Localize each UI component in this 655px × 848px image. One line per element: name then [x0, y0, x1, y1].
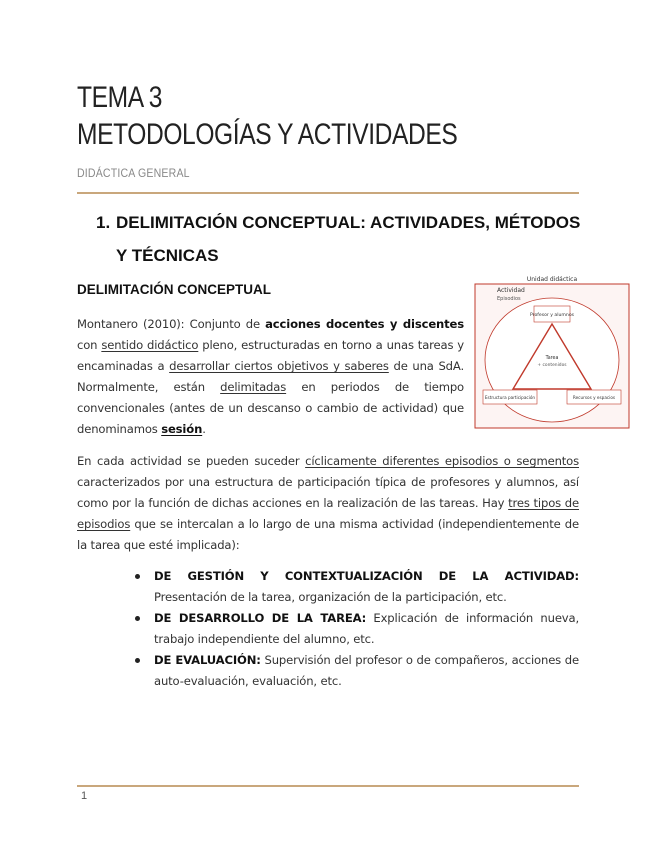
subject-label: DIDÁCTICA GENERAL: [77, 166, 190, 180]
list-item: [135, 566, 579, 608]
list-item-label: DE DESARROLLO DE LA TAREA:: [154, 611, 367, 625]
text: .: [202, 422, 206, 436]
diagram-center-label-2: + contenidos: [537, 363, 567, 368]
header-divider: [77, 192, 579, 194]
section-title-line1: DELIMITACIÓN CONCEPTUAL: ACTIVIDADES, MÉTODOS: [116, 213, 581, 232]
text: de una SdA. Normalmente, están: [77, 359, 464, 394]
paragraph-episodes: [77, 451, 579, 556]
didactic-unit-diagram: [473, 274, 631, 430]
underlined-text: sentido didáctico: [101, 338, 199, 352]
section-title-line2: Y TÉCNICAS: [116, 246, 219, 265]
footer-divider: [77, 785, 579, 787]
list-item: [135, 608, 579, 650]
diagram-middle-sub: Episodios: [497, 296, 521, 302]
bold-text: acciones docentes y discentes: [265, 317, 464, 331]
diagram-middle-label: Actividad: [497, 287, 525, 294]
diagram-br-label: Recursos y espacios: [572, 395, 616, 400]
diagram-top-label: Profesor y alumnos: [529, 313, 575, 318]
bold-underlined-text: sesión: [161, 422, 203, 436]
text: Montanero (2010): Conjunto de: [77, 317, 266, 331]
underlined-text: tres tipos de episodios: [77, 496, 580, 531]
list-item-text: Explicación de información nueva, trabajo independiente del alumno, etc.: [154, 611, 579, 646]
list-item-text: Presentación de la tarea, organización de la participación, etc.: [154, 590, 507, 604]
text: que se intercalan a lo largo de una misma actividad (independientemente de la tarea que esté implicada):: [77, 517, 579, 552]
section-number: 1.: [96, 213, 111, 232]
text: pleno, estructuradas en torno a unas tareas y encaminadas a: [77, 338, 465, 373]
paragraph-definition: [77, 314, 464, 440]
underlined-text: cíclicamente diferentes episodios o segmentos: [305, 454, 579, 468]
text: En cada actividad se pueden suceder: [77, 454, 306, 468]
list-item: [135, 650, 579, 692]
text: en periodos de tiempo convencionales (antes de un descanso o cambio de actividad) que denominamos: [77, 380, 464, 436]
list-item-label: DE EVALUACIÓN:: [154, 653, 261, 667]
diagram-center-label-1: Tarea: [545, 356, 559, 361]
list-item-text: Supervisión del profesor o de compañeros, acciones de auto-evaluación, evaluación, etc.: [154, 653, 579, 688]
diagram-outer-label: Unidad didáctica: [526, 276, 578, 283]
page-number: 1: [81, 790, 88, 802]
diagram-bl-label: Estructura participación: [484, 395, 536, 400]
diagram-svg: [473, 274, 631, 430]
text: caracterizados por una estructura de participación típica de profesores y alumnos, así como por la función de dichas acciones en la realización de las tareas. Hay: [77, 475, 579, 510]
document-title-line2: METODOLOGÍAS Y ACTIVIDADES: [77, 118, 458, 151]
section-heading: [96, 206, 586, 272]
episode-types-list: [135, 566, 579, 692]
underlined-text: delimitadas: [220, 380, 287, 394]
text: con: [77, 338, 102, 352]
underlined-text: desarrollar ciertos objetivos y saberes: [169, 359, 389, 373]
list-item-label: DE GESTIÓN Y CONTEXTUALIZACIÓN DE LA ACTIVIDAD:: [154, 569, 579, 583]
document-title-line1: TEMA 3: [77, 81, 163, 114]
subheading: DELIMITACIÓN CONCEPTUAL: [77, 282, 271, 297]
